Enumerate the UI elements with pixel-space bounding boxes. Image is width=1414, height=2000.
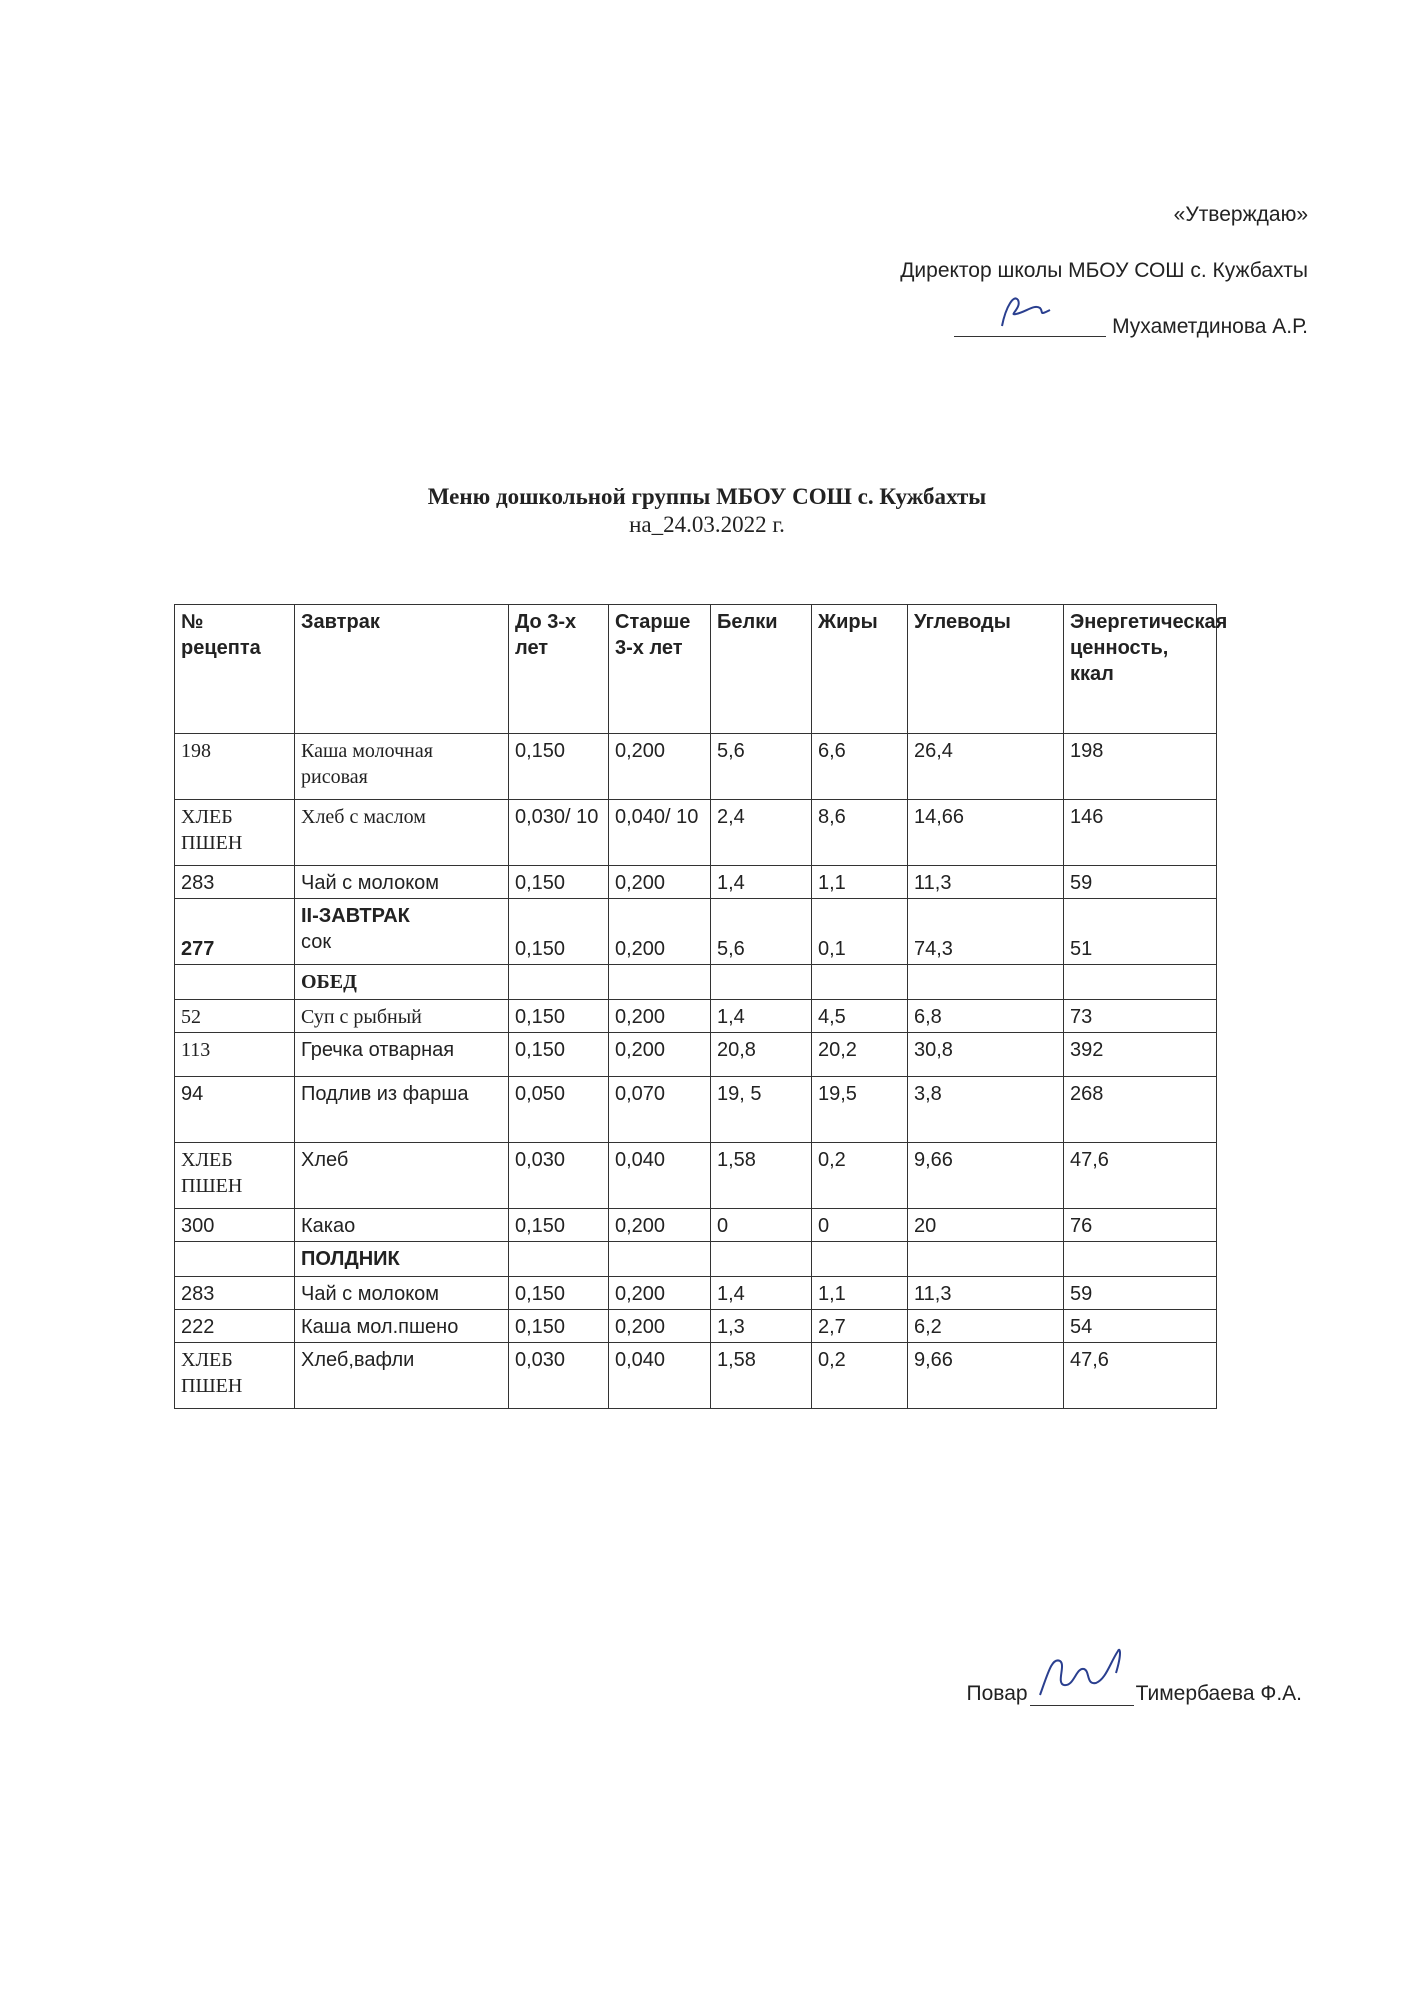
section-row-snack bbox=[175, 1242, 1217, 1277]
cell-protein: 5,6 bbox=[711, 899, 812, 965]
cell-carbs: 26,4 bbox=[908, 734, 1064, 800]
table-row bbox=[175, 899, 1217, 965]
cell-kcal: 392 bbox=[1064, 1033, 1217, 1077]
section-label-snack: ПОЛДНИК bbox=[295, 1242, 509, 1277]
director-signature bbox=[954, 316, 1106, 337]
cell-recipe: 283 bbox=[175, 1277, 295, 1310]
table-row bbox=[175, 1277, 1217, 1310]
cell-under3: 0,150 bbox=[509, 1209, 609, 1242]
cell-name-section bbox=[295, 899, 509, 965]
cell-carbs: 3,8 bbox=[908, 1077, 1064, 1143]
cell-over3: 0,200 bbox=[609, 899, 711, 965]
header-meal: Завтрак bbox=[295, 605, 509, 734]
cell-carbs: 30,8 bbox=[908, 1033, 1064, 1077]
cell-fat: 19,5 bbox=[812, 1077, 908, 1143]
header-over3: Старше 3-х лет bbox=[609, 605, 711, 734]
cell-carbs: 6,2 bbox=[908, 1310, 1064, 1343]
cell-over3: 0,040 bbox=[609, 1343, 711, 1409]
cell-kcal: 73 bbox=[1064, 1000, 1217, 1033]
cell-name: Чай с молоком bbox=[295, 866, 509, 899]
director-signature-line bbox=[900, 298, 1308, 354]
header-recipe: № рецепта bbox=[175, 605, 295, 734]
cell-under3: 0,150 bbox=[509, 734, 609, 800]
section-label-lunch: ОБЕД bbox=[295, 965, 509, 1000]
cell-over3: 0,070 bbox=[609, 1077, 711, 1143]
cook-signature bbox=[1030, 1683, 1134, 1706]
table-row bbox=[175, 1077, 1217, 1143]
cell-over3: 0,200 bbox=[609, 1310, 711, 1343]
approve-label: «Утверждаю» bbox=[1173, 202, 1308, 226]
cell-name: Хлеб,вафли bbox=[295, 1343, 509, 1409]
director-name: Мухаметдинова А.Р. bbox=[1112, 314, 1308, 338]
title-line-2: на_24.03.2022 г. bbox=[629, 512, 785, 537]
cell-fat: 20,2 bbox=[812, 1033, 908, 1077]
cell-recipe: 277 bbox=[175, 899, 295, 965]
cell-fat: 4,5 bbox=[812, 1000, 908, 1033]
cell-carbs: 14,66 bbox=[908, 800, 1064, 866]
cell-recipe: 222 bbox=[175, 1310, 295, 1343]
cell-kcal: 47,6 bbox=[1064, 1143, 1217, 1209]
cell-name: Чай с молоком bbox=[295, 1277, 509, 1310]
cell-name: Хлеб с маслом bbox=[295, 800, 509, 866]
table-row bbox=[175, 1143, 1217, 1209]
cell-kcal: 146 bbox=[1064, 800, 1217, 866]
cell-carbs: 11,3 bbox=[908, 1277, 1064, 1310]
cell-protein: 1,58 bbox=[711, 1343, 812, 1409]
cell-under3: 0,030 bbox=[509, 1143, 609, 1209]
cell-name: Каша молочная рисовая bbox=[295, 734, 509, 800]
cell-under3: 0,050 bbox=[509, 1077, 609, 1143]
cell-name: Гречка отварная bbox=[295, 1033, 509, 1077]
cell-over3: 0,200 bbox=[609, 866, 711, 899]
cell-fat: 0,1 bbox=[812, 899, 908, 965]
cell-under3: 0,150 bbox=[509, 1310, 609, 1343]
header-carbs: Углеводы bbox=[908, 605, 1064, 734]
cell-kcal: 198 bbox=[1064, 734, 1217, 800]
cell-carbs: 20 bbox=[908, 1209, 1064, 1242]
cell-recipe: 94 bbox=[175, 1077, 295, 1143]
page-title bbox=[0, 484, 1414, 538]
cell-name: Какао bbox=[295, 1209, 509, 1242]
table-row bbox=[175, 800, 1217, 866]
title-line-1: Меню дошкольной группы МБОУ СОШ с. Кужбахты bbox=[427, 484, 987, 509]
cell-name: сок bbox=[301, 931, 332, 953]
header-kcal: Энергетическая ценность, ккал bbox=[1064, 605, 1217, 734]
cell-carbs: 11,3 bbox=[908, 866, 1064, 899]
table-header-row bbox=[175, 605, 1217, 734]
cell-under3: 0,030 bbox=[509, 1343, 609, 1409]
cell-name: Подлив из фарша bbox=[295, 1077, 509, 1143]
cell-name: Каша мол.пшено bbox=[295, 1310, 509, 1343]
cell-kcal: 268 bbox=[1064, 1077, 1217, 1143]
cell-recipe: 198 bbox=[175, 734, 295, 800]
cell-protein: 1,4 bbox=[711, 1000, 812, 1033]
cell-over3: 0,200 bbox=[609, 1033, 711, 1077]
cell-fat: 1,1 bbox=[812, 1277, 908, 1310]
cell-fat: 0,2 bbox=[812, 1343, 908, 1409]
cell-recipe: 113 bbox=[175, 1033, 295, 1077]
cell-under3: 0,150 bbox=[509, 866, 609, 899]
cell-fat: 0,2 bbox=[812, 1143, 908, 1209]
cook-label: Повар bbox=[966, 1682, 1028, 1705]
cell-kcal: 59 bbox=[1064, 1277, 1217, 1310]
approval-block bbox=[900, 186, 1308, 354]
cell-under3: 0,150 bbox=[509, 1000, 609, 1033]
cell-over3: 0,200 bbox=[609, 1209, 711, 1242]
cell-carbs: 6,8 bbox=[908, 1000, 1064, 1033]
cell-recipe: 52 bbox=[175, 1000, 295, 1033]
director-line: Директор школы МБОУ СОШ с. Кужбахты bbox=[900, 258, 1308, 282]
table-row bbox=[175, 1209, 1217, 1242]
cook-name: Тимербаева Ф.А. bbox=[1135, 1682, 1302, 1705]
cell-fat: 1,1 bbox=[812, 866, 908, 899]
cell-protein: 1,3 bbox=[711, 1310, 812, 1343]
cell-over3: 0,200 bbox=[609, 734, 711, 800]
cell-protein: 20,8 bbox=[711, 1033, 812, 1077]
cell-carbs: 74,3 bbox=[908, 899, 1064, 965]
table-row bbox=[175, 734, 1217, 800]
cell-protein: 0 bbox=[711, 1209, 812, 1242]
cook-signature-block bbox=[967, 1682, 1302, 1706]
cell-under3: 0,030/ 10 bbox=[509, 800, 609, 866]
cell-protein: 19, 5 bbox=[711, 1077, 812, 1143]
cell-under3: 0,150 bbox=[509, 1277, 609, 1310]
cell-name: Суп с рыбный bbox=[295, 1000, 509, 1033]
cell-kcal: 76 bbox=[1064, 1209, 1217, 1242]
cell-protein: 1,4 bbox=[711, 1277, 812, 1310]
cell-kcal: 47,6 bbox=[1064, 1343, 1217, 1409]
section-label-second-breakfast: II-ЗАВТРАК bbox=[301, 905, 410, 927]
table-row bbox=[175, 1310, 1217, 1343]
header-fat: Жиры bbox=[812, 605, 908, 734]
cell-recipe: 300 bbox=[175, 1209, 295, 1242]
cell-kcal: 51 bbox=[1064, 899, 1217, 965]
cell-under3: 0,150 bbox=[509, 1033, 609, 1077]
cell-under3: 0,150 bbox=[509, 899, 609, 965]
cell-protein: 2,4 bbox=[711, 800, 812, 866]
section-row-lunch bbox=[175, 965, 1217, 1000]
cell-protein: 1,58 bbox=[711, 1143, 812, 1209]
cell-fat: 0 bbox=[812, 1209, 908, 1242]
cell-fat: 2,7 bbox=[812, 1310, 908, 1343]
cell-fat: 8,6 bbox=[812, 800, 908, 866]
cell-carbs: 9,66 bbox=[908, 1143, 1064, 1209]
header-under3: До 3-х лет bbox=[509, 605, 609, 734]
cell-recipe: ХЛЕБ ПШЕН bbox=[175, 1343, 295, 1409]
cell-recipe: ХЛЕБ ПШЕН bbox=[175, 800, 295, 866]
cell-recipe: 283 bbox=[175, 866, 295, 899]
table-row bbox=[175, 866, 1217, 899]
cell-fat: 6,6 bbox=[812, 734, 908, 800]
table-row bbox=[175, 1033, 1217, 1077]
cell-recipe: ХЛЕБ ПШЕН bbox=[175, 1143, 295, 1209]
table-row bbox=[175, 1000, 1217, 1033]
cell-over3: 0,040 bbox=[609, 1143, 711, 1209]
cell-name: Хлеб bbox=[295, 1143, 509, 1209]
cell-protein: 1,4 bbox=[711, 866, 812, 899]
header-protein: Белки bbox=[711, 605, 812, 734]
cell-carbs: 9,66 bbox=[908, 1343, 1064, 1409]
cell-kcal: 54 bbox=[1064, 1310, 1217, 1343]
cell-over3: 0,200 bbox=[609, 1000, 711, 1033]
cell-kcal: 59 bbox=[1064, 866, 1217, 899]
table-row bbox=[175, 1343, 1217, 1409]
cell-over3: 0,200 bbox=[609, 1277, 711, 1310]
cell-protein: 5,6 bbox=[711, 734, 812, 800]
cell-over3: 0,040/ 10 bbox=[609, 800, 711, 866]
menu-table bbox=[174, 604, 1228, 1409]
